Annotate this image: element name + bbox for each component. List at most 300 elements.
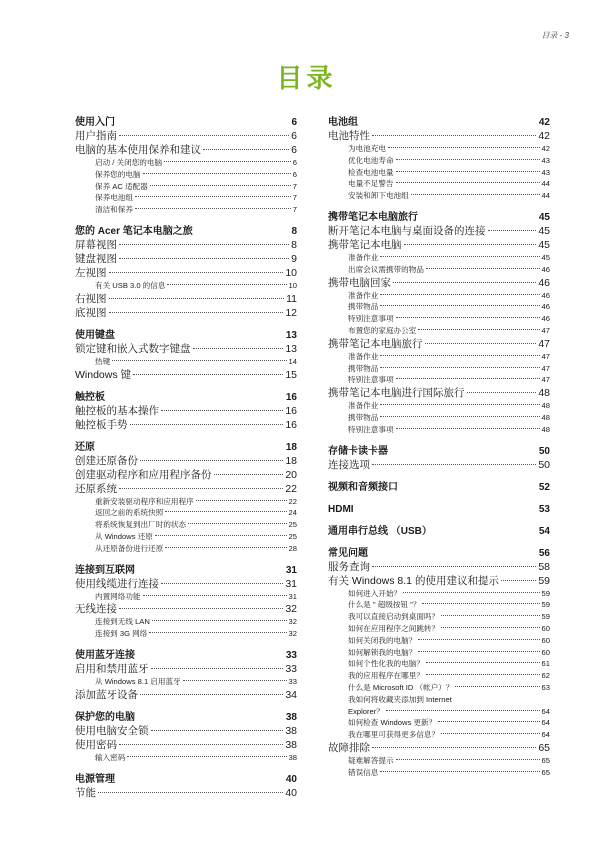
- toc-page-number: 46: [538, 276, 550, 289]
- toc-page-number: 40: [285, 773, 297, 785]
- toc-subentry[interactable]: [328, 264, 550, 276]
- toc-entry-title: 准备作业: [348, 290, 379, 300]
- dot-leader: [119, 488, 283, 489]
- toc-page-number: 9: [291, 252, 297, 265]
- toc-subentry[interactable]: [75, 169, 297, 181]
- toc-page-number: 38: [285, 724, 297, 737]
- toc-entry-title: 有关 USB 3.0 的信息: [95, 280, 166, 290]
- dot-leader: [441, 733, 539, 734]
- toc-entry-title: 如何检查 Windows 更新？: [348, 718, 437, 728]
- dot-leader: [396, 317, 540, 318]
- dot-leader: [438, 721, 539, 722]
- toc-subentry[interactable]: [328, 313, 550, 325]
- toc-entry-title: 如何在应用程序之间跳转？: [348, 623, 440, 633]
- toc-subentry[interactable]: [75, 628, 297, 640]
- toc-entry-title: 携带物品: [348, 412, 379, 422]
- dot-leader: [396, 378, 540, 379]
- toc-page-number: 16: [285, 391, 297, 403]
- toc-entry-title: 使用密码: [75, 738, 117, 751]
- toc-entry[interactable]: [75, 129, 297, 143]
- toc-entry-title: 重新安装驱动程序和应用程序: [95, 496, 194, 506]
- toc-entry-title: 屏幕视图: [75, 238, 117, 251]
- toc-subentry[interactable]: [75, 543, 297, 555]
- toc-subentry[interactable]: [75, 192, 297, 204]
- dot-leader: [98, 792, 283, 793]
- toc-entry-title: 连接选项: [328, 458, 370, 471]
- toc-entry-title: 安装和卸下电池组: [348, 191, 409, 201]
- toc-page-number: 64: [541, 706, 550, 716]
- toc-page-number: 14: [288, 356, 297, 366]
- dot-leader: [140, 694, 283, 695]
- toc-page-number: 53: [538, 503, 550, 515]
- toc-subentry[interactable]: [75, 157, 297, 169]
- toc-entry-title: 从 Windows 8.1 启用蓝牙: [95, 676, 181, 686]
- dot-leader: [380, 305, 539, 306]
- dot-leader: [143, 595, 287, 596]
- toc-page-number: 46: [541, 302, 550, 312]
- toc-page-number: 6: [291, 144, 297, 156]
- toc-page-number: 28: [288, 543, 297, 553]
- toc-entry-title: 准备作业: [348, 401, 379, 411]
- toc-page-number: 20: [285, 468, 297, 481]
- toc-subentry[interactable]: [328, 363, 550, 375]
- toc-subentry[interactable]: [328, 694, 550, 718]
- dot-leader: [426, 268, 540, 269]
- toc-entry[interactable]: [328, 741, 550, 755]
- toc-page-number: 22: [288, 496, 297, 506]
- dot-leader: [133, 374, 283, 375]
- toc-page-number: 25: [288, 520, 297, 530]
- toc-section-heading[interactable]: [328, 211, 550, 224]
- toc-entry[interactable]: [75, 602, 297, 616]
- toc-section-heading[interactable]: [75, 564, 297, 577]
- toc-subentry[interactable]: [328, 400, 550, 412]
- toc-subentry[interactable]: [328, 599, 550, 611]
- toc-page-number: 13: [285, 342, 297, 355]
- toc-subentry[interactable]: [75, 616, 297, 628]
- dot-leader: [372, 464, 536, 465]
- toc-section-heading[interactable]: [75, 649, 297, 662]
- toc-subentry[interactable]: [328, 623, 550, 635]
- dot-leader: [135, 196, 291, 197]
- dot-leader: [396, 171, 540, 172]
- toc-subentry[interactable]: [328, 670, 550, 682]
- dot-leader: [411, 194, 540, 195]
- toc-subentry[interactable]: [328, 155, 550, 167]
- toc-page-number: 18: [285, 454, 297, 467]
- toc-page-number: 50: [538, 445, 550, 457]
- toc-page-number: 60: [541, 635, 550, 645]
- toc-entry[interactable]: [75, 404, 297, 418]
- toc-page-number: 7: [292, 193, 297, 203]
- toc-page-number: 60: [541, 623, 550, 633]
- toc-subentry[interactable]: [328, 290, 550, 302]
- toc-page-number: 16: [285, 404, 297, 417]
- toc-entry[interactable]: [328, 238, 550, 252]
- toc-entry-title: 热键: [95, 356, 111, 366]
- toc-subentry[interactable]: [75, 519, 297, 531]
- toc-entry-title: 触控板手势: [75, 418, 128, 431]
- dot-leader: [422, 603, 539, 604]
- toc-entry[interactable]: [75, 454, 297, 468]
- toc-section-heading[interactable]: [328, 445, 550, 458]
- toc-entry-title: 底视图: [75, 306, 107, 319]
- toc-section-heading[interactable]: [328, 525, 550, 538]
- toc-page-number: 6: [291, 117, 297, 128]
- toc-page-number: 18: [285, 441, 297, 453]
- toc-page-number: 63: [541, 682, 550, 692]
- toc-section-heading[interactable]: [75, 773, 297, 786]
- dot-leader: [130, 424, 284, 425]
- toc-page-number: 62: [541, 671, 550, 681]
- dot-leader: [119, 608, 283, 609]
- toc-section-heading[interactable]: [328, 481, 550, 494]
- toc-entry-title: 如何个性化我的电脑？: [348, 659, 424, 669]
- dot-leader: [441, 627, 539, 628]
- dot-leader: [404, 244, 537, 245]
- toc-entry-title: 我的应用程序在哪里？: [348, 671, 424, 681]
- toc-page-number: 44: [541, 179, 550, 189]
- toc-subentry[interactable]: [328, 729, 550, 741]
- toc-entry-title: HDMI: [328, 503, 354, 515]
- toc-entry-title: 您的 Acer 笔记本电脑之旅: [75, 225, 193, 237]
- toc-entry[interactable]: [75, 482, 297, 496]
- toc-page-number: 65: [538, 741, 550, 754]
- dot-leader: [188, 523, 286, 524]
- dot-leader: [203, 149, 289, 150]
- toc-entry-title: 特别注意事项: [348, 424, 394, 434]
- dot-leader: [152, 620, 287, 621]
- toc-entry-title: 常见问题: [328, 547, 368, 559]
- toc-page-number: 65: [541, 755, 550, 765]
- toc-entry-title: 将系统恢复到出厂时的状态: [95, 520, 187, 530]
- dot-leader: [119, 244, 289, 245]
- dot-leader: [426, 662, 540, 663]
- toc-entry-title: 特别注意事项: [348, 314, 394, 324]
- toc-entry-title: 使用线缆进行连接: [75, 577, 159, 590]
- toc-subentry[interactable]: [328, 611, 550, 623]
- toc-entry-title: 视频和音频接口: [328, 481, 398, 493]
- dot-leader: [396, 428, 540, 429]
- toc-page-number: 16: [285, 418, 297, 431]
- toc-page-number: 47: [541, 325, 550, 335]
- dot-leader: [418, 639, 539, 640]
- toc-page-number: 45: [538, 238, 550, 251]
- toc-page-number: 38: [288, 752, 297, 762]
- toc-page-number: 50: [538, 458, 550, 471]
- toc-subentry[interactable]: [328, 717, 550, 729]
- toc-entry-title: 存储卡读卡器: [328, 445, 388, 457]
- toc-page-number: 47: [541, 375, 550, 385]
- toc-subentry[interactable]: [75, 204, 297, 216]
- dot-leader: [161, 410, 283, 411]
- dot-leader: [119, 135, 289, 136]
- toc-entry[interactable]: [75, 662, 297, 676]
- toc-subentry[interactable]: [328, 647, 550, 659]
- toc-page-number: 6: [292, 169, 297, 179]
- toc-subentry[interactable]: [328, 424, 550, 436]
- toc-entry-title: 创建还原备份: [75, 454, 138, 467]
- toc-entry-title: 我如何将收藏夹添加到 Internet: [348, 694, 452, 704]
- toc-subentry[interactable]: [328, 143, 550, 155]
- toc-subentry[interactable]: [328, 325, 550, 337]
- dot-leader: [396, 182, 540, 183]
- toc-subentry[interactable]: [75, 507, 297, 519]
- toc-entry-title: 携带笔记本电脑: [328, 238, 402, 251]
- toc-entry-title: 从还原备份进行还原: [95, 543, 164, 553]
- toc-subentry[interactable]: [328, 658, 550, 670]
- toc-page-number: 42: [538, 130, 550, 142]
- toc-entry-title: 错误信息: [348, 767, 379, 777]
- toc-entry-title: 如何进入开始？: [348, 588, 402, 598]
- dot-leader: [143, 173, 291, 174]
- toc-entry-title: 清洁和保养: [95, 205, 133, 215]
- dot-leader: [403, 592, 539, 593]
- toc-entry[interactable]: [75, 577, 297, 591]
- dot-leader: [150, 185, 291, 186]
- toc-entry[interactable]: [75, 368, 297, 382]
- toc-subentry[interactable]: [328, 190, 550, 202]
- toc-subentry[interactable]: [328, 767, 550, 779]
- toc-page-number: 10: [288, 280, 297, 290]
- dot-leader: [119, 258, 289, 259]
- toc-page-number: 47: [541, 363, 550, 373]
- toc-entry-title: 电脑的基本使用保养和建议: [75, 144, 201, 156]
- toc-page-number: 31: [288, 591, 297, 601]
- dot-leader: [372, 566, 536, 567]
- toc-entry-title: 电量不足警告: [348, 179, 394, 189]
- toc-entry-title: 准备作业: [348, 351, 379, 361]
- toc-subentry[interactable]: [75, 752, 297, 764]
- toc-page-number: 25: [288, 531, 297, 541]
- toc-entry-title: 携带物品: [348, 302, 379, 312]
- toc-entry-title: 携带电脑回家: [328, 276, 391, 289]
- toc-entry[interactable]: [75, 738, 297, 752]
- toc-entry-title: 携带笔记本电脑旅行: [328, 337, 423, 350]
- toc-entry[interactable]: [328, 386, 550, 400]
- toc-page-number: 45: [538, 211, 550, 223]
- dot-leader: [418, 329, 539, 330]
- toc-subentry[interactable]: [328, 301, 550, 313]
- toc-entry-title: 什么是 " 超级按钮 "？: [348, 600, 421, 610]
- toc-entry[interactable]: [75, 418, 297, 432]
- toc-page-number: 43: [541, 167, 550, 177]
- toc-entry[interactable]: [328, 560, 550, 574]
- toc-section-heading[interactable]: [75, 711, 297, 724]
- toc-subentry[interactable]: [75, 591, 297, 603]
- dot-leader: [214, 474, 284, 475]
- toc-subentry[interactable]: [328, 635, 550, 647]
- toc-entry[interactable]: [328, 224, 550, 238]
- toc-subentry[interactable]: [328, 167, 550, 179]
- toc-entry-title: 锁定键和嵌入式数字键盘: [75, 342, 191, 355]
- toc-entry-title: 疑难解答提示: [348, 755, 394, 765]
- toc-entry-title: 我可以直接启动到桌面吗？: [348, 612, 440, 622]
- toc-page-number: 48: [541, 401, 550, 411]
- toc-entry[interactable]: [75, 786, 297, 800]
- toc-section-heading[interactable]: [75, 329, 297, 342]
- toc-right-column: [328, 116, 550, 779]
- dot-leader: [167, 284, 286, 285]
- toc-entry-title: 我在哪里可获得更多信息？: [348, 730, 440, 740]
- dot-leader: [140, 460, 283, 461]
- toc-page-number: 59: [541, 612, 550, 622]
- dot-leader: [467, 392, 537, 393]
- toc-section-heading[interactable]: [328, 116, 550, 129]
- toc-entry-title: 无线连接: [75, 603, 117, 616]
- toc-section-heading[interactable]: [328, 503, 550, 516]
- page-title: 目录: [276, 63, 337, 93]
- toc-page-number: 34: [285, 688, 297, 701]
- dot-leader: [372, 747, 536, 748]
- toc-page-number: 46: [541, 314, 550, 324]
- toc-entry-title: 有关 Windows 8.1 的使用建议和提示: [328, 574, 499, 587]
- toc-page-number: 42: [538, 117, 550, 128]
- toc-section-heading[interactable]: [75, 391, 297, 404]
- toc-subentry[interactable]: [328, 374, 550, 386]
- toc-entry-title: 保护您的电脑: [75, 711, 135, 723]
- toc-entry-title: 节能: [75, 786, 96, 799]
- toc-entry-title: 保养电池组: [95, 193, 133, 203]
- toc-entry-title: 携带笔记本电脑旅行: [328, 211, 418, 223]
- toc-entry-title: 断开笔记本电脑与桌面设备的连接: [328, 224, 486, 237]
- toc-page-number: 60: [541, 647, 550, 657]
- dot-leader: [455, 686, 539, 687]
- toc-entry-title: Windows 键: [75, 368, 132, 381]
- toc-page-number: 46: [541, 264, 550, 274]
- toc-entry[interactable]: [75, 292, 297, 306]
- toc-page-number: 33: [285, 649, 297, 661]
- toc-entry[interactable]: [75, 238, 297, 252]
- toc-entry-title: 什么是 Microsoft ID （帐户）？: [348, 682, 454, 692]
- toc-subentry[interactable]: [75, 676, 297, 688]
- dot-leader: [396, 759, 540, 760]
- toc-entry[interactable]: [75, 342, 297, 356]
- toc-subentry[interactable]: [328, 252, 550, 264]
- toc-entry[interactable]: [75, 252, 297, 266]
- toc-page-number: 56: [538, 547, 550, 559]
- dot-leader: [425, 343, 537, 344]
- toc-subentry[interactable]: [328, 178, 550, 190]
- toc-page-number: 47: [538, 337, 550, 350]
- toc-page-number: 6: [292, 158, 297, 167]
- dot-leader: [396, 159, 540, 160]
- dot-leader: [380, 404, 539, 405]
- toc-page-number: 38: [285, 738, 297, 751]
- toc-section-heading[interactable]: [328, 547, 550, 560]
- toc-entry[interactable]: [328, 337, 550, 351]
- toc-page-number: 46: [541, 290, 550, 300]
- toc-page-number: 12: [285, 306, 297, 319]
- toc-subentry[interactable]: [328, 351, 550, 363]
- toc-entry-title: 右视图: [75, 292, 107, 305]
- toc-page-number: 64: [541, 718, 550, 728]
- toc-subentry[interactable]: [75, 181, 297, 193]
- toc-entry-title: 携带物品: [348, 363, 379, 373]
- toc-section-heading[interactable]: [75, 116, 297, 129]
- toc-section-heading[interactable]: [75, 225, 297, 238]
- toc-subentry[interactable]: [328, 755, 550, 767]
- toc-entry-title: 特别注意事项: [348, 375, 394, 385]
- toc-entry[interactable]: [75, 468, 297, 482]
- toc-page-number: 31: [285, 577, 297, 590]
- dot-leader: [109, 312, 284, 313]
- dot-leader: [151, 668, 284, 669]
- toc-entry-title: 如何解锁我的电脑？: [348, 647, 417, 657]
- toc-entry[interactable]: [75, 724, 297, 738]
- toc-entry-title-continued: Explorer？: [348, 706, 384, 716]
- toc-entry[interactable]: [75, 688, 297, 702]
- dot-leader: [149, 632, 286, 633]
- toc-entry-title: 检查电池电量: [348, 167, 394, 177]
- toc-entry-title: 内置网络功能: [95, 591, 141, 601]
- toc-page-number: 45: [541, 252, 550, 262]
- dot-leader: [380, 367, 539, 368]
- toc-subentry[interactable]: [328, 412, 550, 424]
- toc-entry-title: 添加蓝牙设备: [75, 688, 138, 701]
- toc-page-number: 59: [541, 600, 550, 610]
- toc-page-number: 61: [541, 659, 550, 669]
- toc-page-number: 7: [292, 205, 297, 215]
- toc-entry-title: 保养 AC 适配器: [95, 181, 148, 191]
- toc-entry-title: 返回之前的系统快照: [95, 508, 164, 518]
- toc-subentry[interactable]: [75, 280, 297, 292]
- toc-page-number: 44: [541, 191, 550, 201]
- toc-entry-title: 服务查询: [328, 560, 370, 573]
- toc-entry-title: 启用和禁用蓝牙: [75, 662, 149, 675]
- toc-entry-title: 键盘视图: [75, 252, 117, 265]
- toc-page-number: 11: [286, 292, 297, 305]
- toc-subentry[interactable]: [328, 588, 550, 600]
- toc-page-number: 24: [288, 508, 297, 518]
- dot-leader: [380, 416, 539, 417]
- toc-page-number: 48: [541, 412, 550, 422]
- toc-entry-title: 准备作业: [348, 252, 379, 262]
- dot-leader: [441, 615, 539, 616]
- dot-leader: [196, 500, 287, 501]
- toc-entry[interactable]: [75, 266, 297, 280]
- toc-subentry[interactable]: [75, 496, 297, 508]
- dot-leader: [109, 298, 285, 299]
- dot-leader: [380, 355, 539, 356]
- toc-entry[interactable]: [328, 574, 550, 588]
- toc-page-number: 8: [291, 225, 297, 237]
- toc-page-number: 58: [538, 560, 550, 573]
- dot-leader: [127, 756, 286, 757]
- toc-section-heading[interactable]: [75, 441, 297, 454]
- toc-entry[interactable]: [75, 306, 297, 320]
- toc-entry[interactable]: [328, 458, 550, 472]
- dot-leader: [393, 282, 536, 283]
- toc-subentry[interactable]: [75, 356, 297, 368]
- toc-entry-title: 还原: [75, 441, 95, 453]
- toc-entry-title: 电池组: [328, 117, 358, 128]
- toc-entry-title: 使用入门: [75, 117, 115, 128]
- dot-leader: [183, 680, 287, 681]
- toc-page-number: 59: [538, 574, 550, 587]
- toc-entry[interactable]: [75, 143, 297, 157]
- toc-page-number: 33: [288, 676, 297, 686]
- toc-page-number: 40: [285, 786, 297, 799]
- dot-leader: [488, 230, 537, 231]
- toc-subentry[interactable]: [75, 531, 297, 543]
- toc-entry[interactable]: [328, 129, 550, 143]
- toc-subentry[interactable]: [328, 682, 550, 694]
- toc-entry[interactable]: [328, 276, 550, 290]
- toc-entry-title: 布置您的家庭办公室: [348, 325, 417, 335]
- toc-entry-title: 携带笔记本电脑进行国际旅行: [328, 387, 465, 400]
- toc-entry-title: 左视图: [75, 266, 107, 279]
